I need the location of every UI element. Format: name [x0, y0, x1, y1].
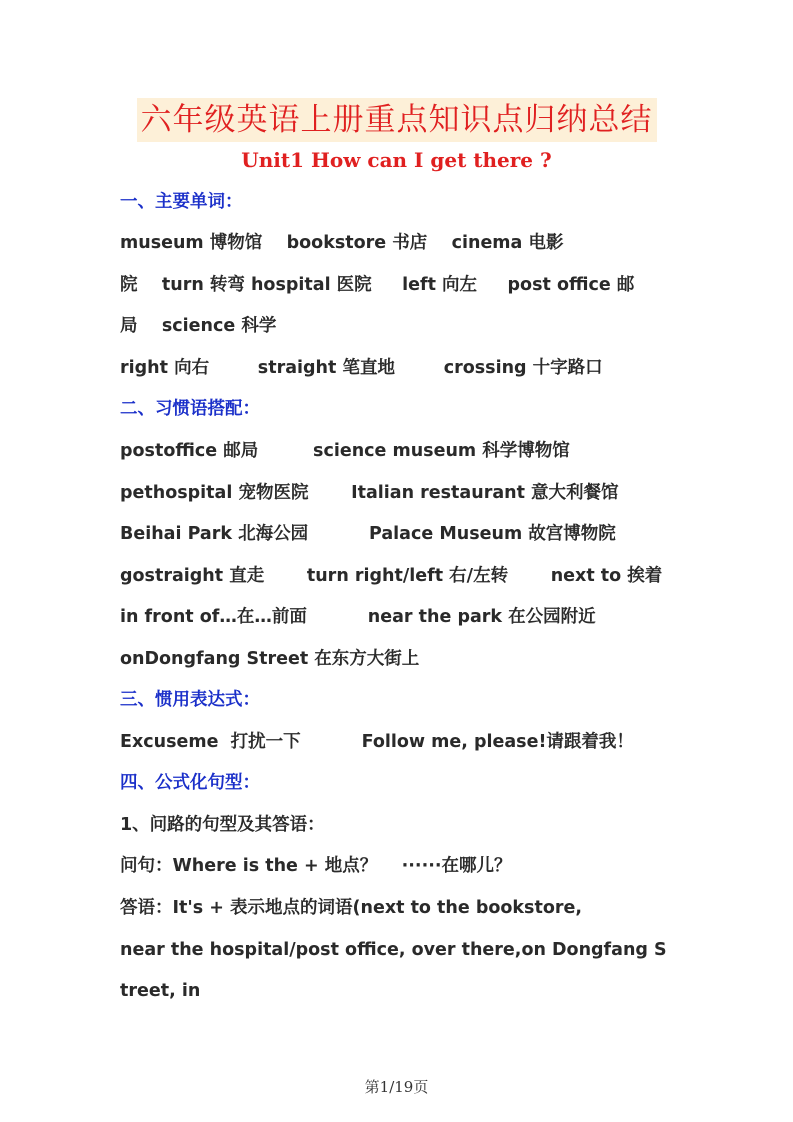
expression-line: Excuseme 打扰一下 Follow me, please!请跟着我！: [120, 732, 634, 752]
sentence-line: near the hospital/post office, over there,on Dongfang S: [120, 940, 667, 960]
document-title: 六年级英语上册重点知识点归纳总结: [137, 98, 657, 142]
phrase-line: gostraight 直走 turn right/left 右/左转 next to 挨着: [120, 566, 663, 586]
phrase-line: in front of…在…前面 near the park 在公园附近: [120, 607, 596, 627]
phrase-line: onDongfang Street 在东方大街上: [120, 649, 420, 669]
vocab-line: right 向右 straight 笔直地 crossing 十字路口: [120, 358, 603, 378]
page-number: 第1/19页: [364, 1078, 429, 1096]
vocab-line: museum 博物馆 bookstore 书店 cinema 电影: [120, 233, 564, 253]
vocab-line: 局 science 科学: [120, 316, 277, 336]
sentence-line: 答语：It's + 表示地点的词语(next to the bookstore,: [120, 898, 582, 918]
sentence-line: 问句：Where is the + 地点？ ······在哪儿？: [120, 856, 512, 876]
vocab-line: 院 turn 转弯 hospital 医院 left 向左 post office 邮: [120, 275, 635, 295]
section-heading-phrases: 二、习惯语搭配：: [120, 399, 260, 419]
sentence-line: 1、问路的句型及其答语：: [120, 815, 325, 835]
unit-title: Unit1 How can I get there ?: [241, 148, 552, 172]
title-container: [0, 98, 793, 142]
section-heading-expressions: 三、惯用表达式：: [120, 690, 260, 710]
sentence-line: treet, in: [120, 981, 201, 1001]
phrase-line: Beihai Park 北海公园 Palace Museum 故宫博物院: [120, 524, 616, 544]
section-heading-sentences: 四、公式化句型：: [120, 773, 260, 793]
section-heading-words: 一、主要单词：: [120, 192, 243, 212]
phrase-line: postoffice 邮局 science museum 科学博物馆: [120, 441, 570, 461]
phrase-line: pethospital 宠物医院 Italian restaurant 意大利餐馆: [120, 483, 619, 503]
